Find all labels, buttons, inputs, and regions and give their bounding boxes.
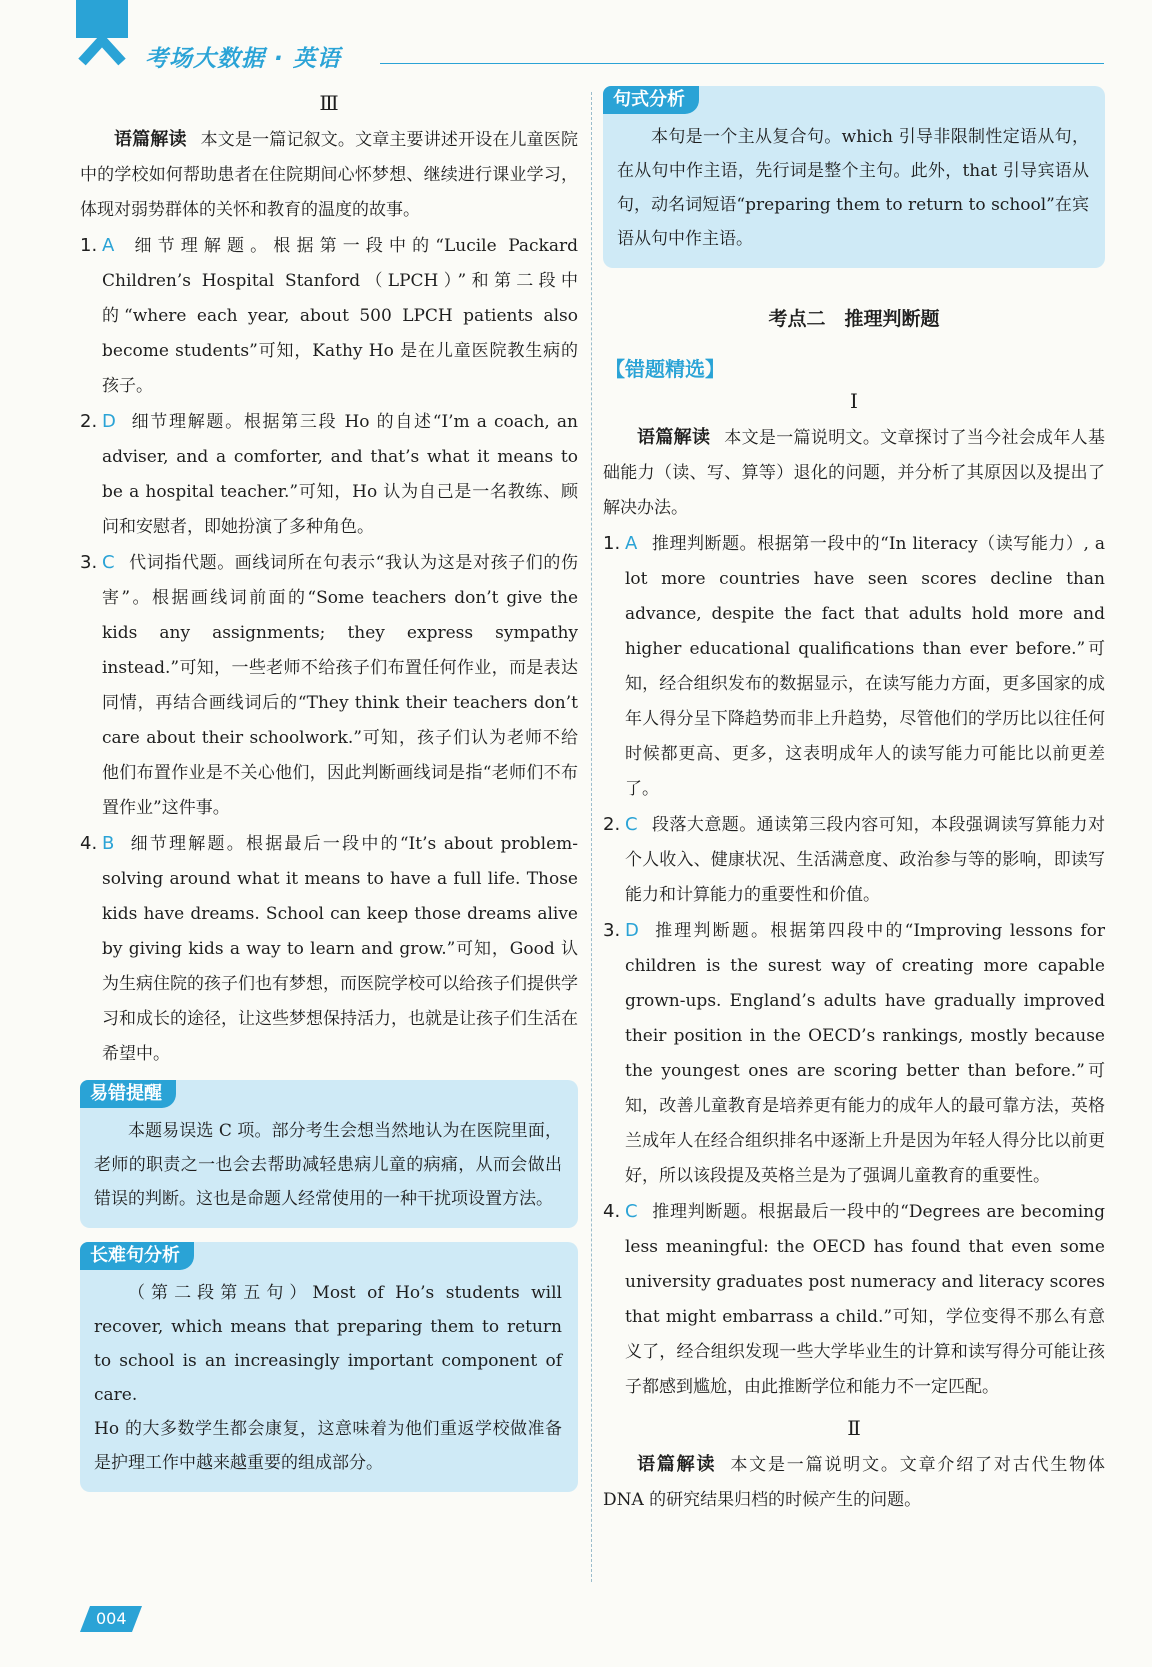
question-number: 4. — [603, 1201, 621, 1222]
explanation-text: 细节理解题。根据第一段中的“Lucile Packard Children’s Hospital Stanford（LPCH）”和第二段中的“where each year, about 500 LPCH patients also become students”可知，Kathy Ho 是在儿童医院教生病的孩子。 — [102, 236, 578, 396]
explanation-text: 推理判断题。根据最后一段中的“Degrees are becoming less meaningful: the OECD has found that even some university graduates post numeracy and literacy scores that might embarrass a child.”可知，学位变得不那么有意义了，经合组织发现一些大学毕业生的计算和读写得分可能让孩子都感到尴尬，由此推断学位和能力不一定匹配。 — [625, 1202, 1105, 1397]
question-item — [603, 913, 1105, 1194]
left-column — [80, 86, 578, 1492]
intro-tag: 语篇解读 — [637, 1454, 717, 1475]
passage-number: Ⅲ — [319, 91, 339, 115]
answer-letter: C — [102, 552, 115, 573]
box-text: （第二段第五句）Most of Ho’s students will recover, which means that preparing them to return to school is an increasingly important component of care. — [94, 1283, 562, 1405]
explanation-text: 推理判断题。根据第一段中的“In literacy（读写能力）, a lot more countries have seen scores decline than advance, despite the fact that adults hold more and higher educational qualifications than ever before.”可知，经合组织发布的数据显示，在读写能力方面，更多国家的成年人得分呈下降趋势而非上升趋势，尽管他们的学历比以往任何时候都更高、更多，这表明成年人的读写能力可能比以前更差了。 — [625, 534, 1105, 799]
question-item — [80, 404, 578, 545]
page-number-badge — [80, 1606, 142, 1632]
question-number: 1. — [80, 235, 98, 256]
page-header — [0, 0, 1152, 80]
page-number: 004 — [96, 1609, 127, 1628]
header-rule — [380, 63, 1104, 64]
answer-letter: D — [102, 411, 116, 432]
box-text: 本题易误选 C 项。部分考生会想当然地认为在医院里面，老师的职责之一也会去帮助减轻患病儿童的病痛，从而会做出错误的判断。这也是命题人经常使用的一种干扰项设置方法。 — [94, 1121, 562, 1209]
passage-number: Ⅱ — [847, 1416, 861, 1440]
intro-text: 本文是一篇记叙文。文章主要讲述开设在儿童医院中的学校如何帮助患者在住院期间心怀梦想、继续进行课业学习，体现对弱势群体的关怀和教育的温度的故事。 — [80, 130, 578, 220]
question-item — [603, 807, 1105, 913]
question-item — [603, 526, 1105, 807]
intro-tag: 语篇解读 — [114, 129, 187, 150]
answer-letter: A — [625, 533, 638, 554]
explanation-text: 细节理解题。根据第三段 Ho 的自述“I’m a coach, an adviser, and a comforter, and that’s what it means to be a hospital teacher.”可知，Ho 认为自己是一名教练、顾问和安慰者，即她扮演了多种角色。 — [102, 412, 578, 537]
answer-letter: D — [625, 920, 639, 941]
question-item — [80, 545, 578, 826]
column-divider — [591, 92, 592, 1582]
question-number: 1. — [603, 533, 621, 554]
passage-intro — [603, 420, 1105, 526]
box-label: 易错提醒 — [80, 1080, 176, 1108]
box-label: 长难句分析 — [80, 1242, 194, 1270]
answer-letter: B — [102, 833, 115, 854]
long-sentence-box — [80, 1242, 578, 1492]
explanation-text: 推理判断题。根据第四段中的“Improving lessons for children is the surest way of creating more capable grown-ups. England’s adults have gradually improved their position in the OECD’s rankings, mostly because the youngest ones are scoring better than before.”可知，改善儿童教育是培养更有能力的成年人的最可靠方法，英格兰成年人在经合组织排名中逐渐上升是因为年轻人得分比以前更好，所以该段提及英格兰是为了强调儿童教育的重要性。 — [625, 921, 1105, 1186]
intro-text: 本文是一篇说明文。文章介绍了对古代生物体 DNA 的研究结果归档的时候产生的问题。 — [603, 1455, 1106, 1510]
explanation-text: 段落大意题。通读第三段内容可知，本段强调读写算能力对个人收入、健康状况、生活满意度、政治参与等的影响，即读写能力和计算能力的重要性和价值。 — [625, 815, 1105, 905]
question-number: 3. — [603, 920, 621, 941]
question-number: 2. — [603, 814, 621, 835]
right-column — [603, 86, 1105, 1518]
box-text: 本句是一个主从复合句。which 引导非限制性定语从句，在从句中作主语，先行词是整个主句。此外，that 引导宾语从句，动名词短语“preparing them to return to school”在宾语从句中作主语。 — [617, 127, 1089, 249]
question-item — [603, 1194, 1105, 1405]
section-title: 考点二 推理判断题 — [768, 308, 940, 330]
passage-intro — [603, 1447, 1105, 1518]
question-item — [80, 228, 578, 404]
question-number: 2. — [80, 411, 98, 432]
brand-title: 考场大数据 · 英语 — [145, 46, 341, 72]
explanation-text: 细节理解题。根据最后一段中的“It’s about problem-solving around what it means to have a full life. Those kids have dreams. School can keep those dreams alive by giving kids a way to learn and grow.”可知，Good 认为生病住院的孩子们也有梦想，而医院学校可以给孩子们提供学习和成长的途径，让这些梦想保持活力，也就是让孩子们生活在希望中。 — [102, 834, 578, 1064]
sentence-analysis-box — [603, 86, 1105, 268]
explanation-text: 代词指代题。画线词所在句表示“我认为这是对孩子们的伤害”。根据画线词前面的“Some teachers don’t give the kids any assignments; they express sympathy instead.”可知，一些老师不给孩子们布置任何作业，而是表达同情，再结合画线词后的“They think their teachers don’t care about their schoolwork.”可知，孩子们认为老师不给他们布置作业是不关心他们，因此判断画线词是指“老师们不布置作业”这件事。 — [102, 553, 578, 818]
box-label: 句式分析 — [603, 86, 699, 114]
answer-letter: C — [625, 814, 638, 835]
question-item — [80, 826, 578, 1072]
error-tip-box — [80, 1080, 578, 1228]
passage-intro — [80, 122, 578, 228]
passage-number: Ⅰ — [850, 389, 858, 413]
box-translation: Ho 的大多数学生都会康复，这意味着为他们重返学校做准备是护理工作中越来越重要的组成部分。 — [94, 1419, 562, 1473]
question-number: 4. — [80, 833, 98, 854]
answer-letter: C — [625, 1201, 638, 1222]
selected-errors-heading: 【错题精选】 — [605, 357, 725, 381]
question-number: 3. — [80, 552, 98, 573]
intro-tag: 语篇解读 — [637, 427, 711, 448]
intro-text: 本文是一篇说明文。文章探讨了当今社会成年人基础能力（读、写、算等）退化的问题，并分析了其原因以及提出了解决办法。 — [603, 428, 1106, 518]
answer-letter: A — [102, 235, 115, 256]
